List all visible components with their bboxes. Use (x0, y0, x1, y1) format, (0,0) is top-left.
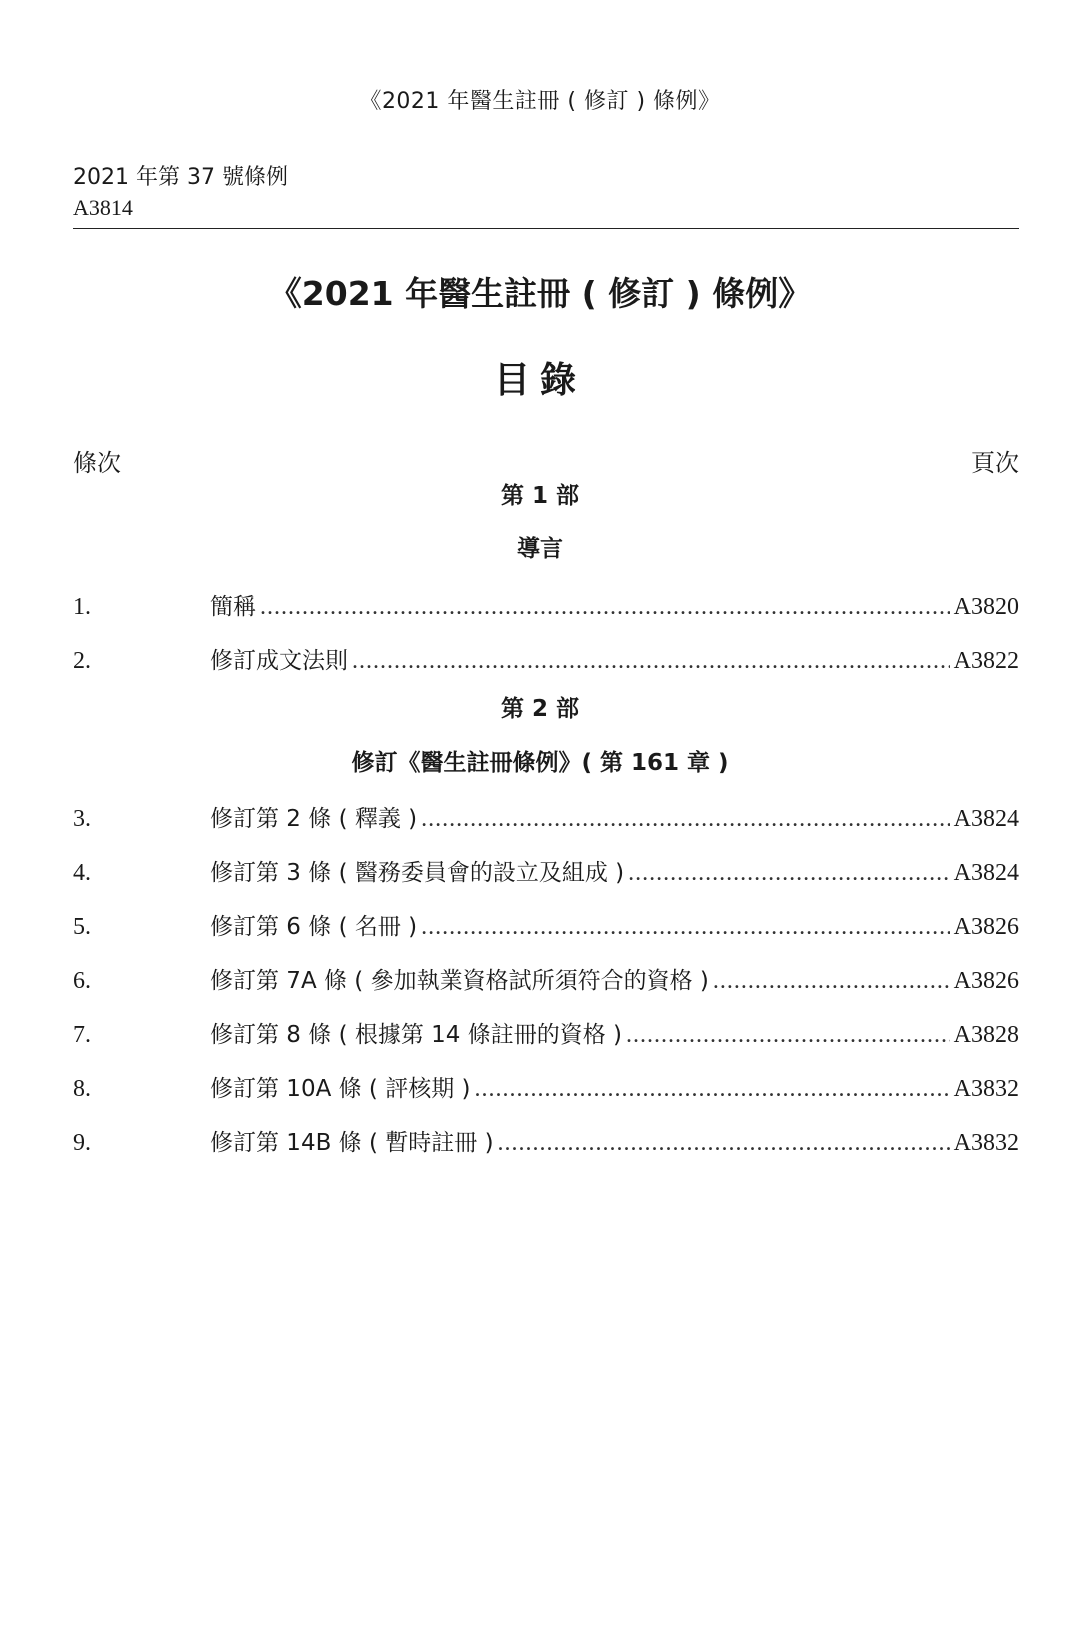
section-column-label: 條次 (73, 449, 121, 477)
toc-entry-2[interactable] (73, 642, 1019, 674)
running-header: 《2021 年醫生註冊 ( 修訂 ) 條例》 (359, 89, 721, 114)
entry-number: 7. (73, 1022, 91, 1048)
entry-page: A3832 (953, 1076, 1019, 1102)
dot-leader (628, 860, 950, 887)
entry-title: 修訂第 3 條 ( 醫務委員會的設立及組成 ) (210, 860, 625, 886)
entry-page: A3828 (953, 1022, 1019, 1048)
entry-title: 修訂第 14B 條 ( 暫時註冊 ) (210, 1130, 494, 1156)
toc-entry-1[interactable] (73, 588, 1019, 620)
part-2-number: 第 2 部 (500, 696, 580, 722)
toc-entry-5[interactable] (73, 908, 1019, 940)
entry-title: 修訂第 10A 條 ( 評核期 ) (210, 1076, 471, 1102)
entry-page: A3826 (953, 968, 1019, 994)
dot-leader (352, 648, 950, 675)
toc-entry-9[interactable] (73, 1124, 1019, 1156)
dot-leader (626, 1022, 950, 1049)
entry-title: 修訂第 8 條 ( 根據第 14 條註冊的資格 ) (210, 1022, 623, 1048)
dot-leader (475, 1076, 950, 1103)
entry-page: A3832 (953, 1130, 1019, 1156)
dot-leader (421, 914, 950, 941)
toc-entry-8[interactable] (73, 1070, 1019, 1102)
dot-leader (498, 1130, 950, 1157)
header-rule (73, 228, 1019, 229)
page-column-label: 頁次 (971, 449, 1019, 477)
toc-heading: 目錄 (493, 360, 586, 401)
entry-page: A3822 (953, 648, 1019, 674)
entry-number: 2. (73, 648, 91, 674)
toc-entry-7[interactable] (73, 1016, 1019, 1048)
entry-title: 修訂第 2 條 ( 釋義 ) (210, 806, 418, 832)
entry-number: 1. (73, 594, 91, 620)
toc-entry-3[interactable] (73, 800, 1019, 832)
part-2-title: 修訂《醫生註冊條例》( 第 161 章 ) (351, 750, 729, 776)
entry-page: A3824 (953, 806, 1019, 832)
ordinance-number: 2021 年第 37 號條例 (73, 165, 288, 190)
entry-number: 8. (73, 1076, 91, 1102)
dot-leader (260, 594, 950, 621)
entry-number: 6. (73, 968, 91, 994)
entry-page: A3824 (953, 860, 1019, 886)
toc-entry-4[interactable] (73, 854, 1019, 886)
entry-number: 3. (73, 806, 91, 832)
part-1-title: 導言 (517, 536, 563, 562)
entry-number: 5. (73, 914, 91, 940)
entry-title: 修訂第 7A 條 ( 參加執業資格試所須符合的資格 ) (210, 968, 709, 994)
entry-page: A3820 (953, 594, 1019, 620)
entry-title: 修訂成文法則 (210, 648, 348, 674)
dot-leader (421, 806, 950, 833)
toc-entry-6[interactable] (73, 962, 1019, 994)
document-title: 《2021 年醫生註冊 ( 修訂 ) 條例》 (268, 274, 812, 313)
dot-leader (713, 968, 950, 995)
page-code: A3814 (73, 195, 133, 220)
entry-title: 修訂第 6 條 ( 名冊 ) (210, 914, 418, 940)
entry-number: 4. (73, 860, 91, 886)
entry-title: 簡稱 (210, 594, 256, 620)
part-1-number: 第 1 部 (500, 483, 580, 509)
entry-number: 9. (73, 1130, 91, 1156)
entry-page: A3826 (953, 914, 1019, 940)
